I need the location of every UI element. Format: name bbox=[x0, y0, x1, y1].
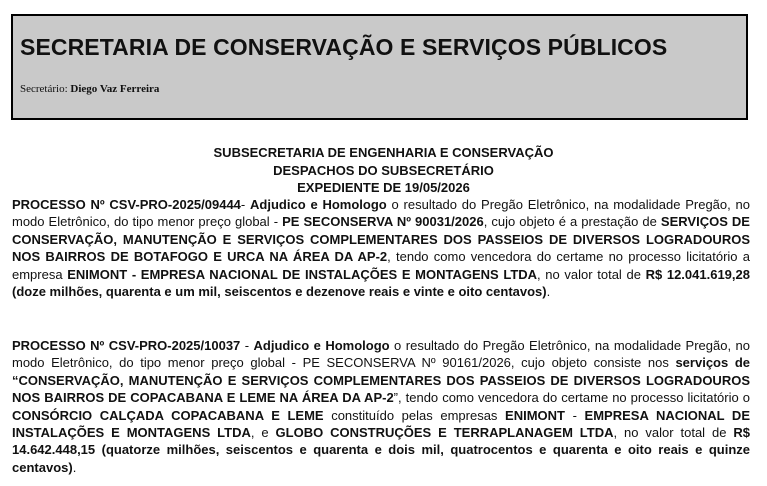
text: . bbox=[72, 459, 77, 475]
secretary-label: Secretário: bbox=[20, 83, 68, 95]
text: , no valor total de bbox=[537, 266, 646, 282]
process-id: PROCESSO Nº CSV-PRO-2025/10037 bbox=[12, 338, 241, 353]
decision: Adjudico e Homologo bbox=[250, 197, 387, 212]
text: - bbox=[240, 338, 254, 353]
text: , cujo objeto é a prestação de bbox=[483, 214, 661, 230]
pe-number: PE SECONSERVA Nº 90031/2026 bbox=[282, 214, 484, 230]
process-paragraph-1 bbox=[12, 196, 750, 300]
contract-value: R$ 12.041.619,28 (doze milhões, quarenta e um mil, seiscentos e dezenove reais e vinte e oito centavos) bbox=[12, 266, 750, 300]
company-short: ENIMONT bbox=[505, 407, 565, 423]
text: o resultado do Pregão Eletrônico, na modalidade Pregão, no modo Eletrônico, do tipo menor preço global - bbox=[12, 197, 750, 230]
contract-value: R$ 14.642.448,15 (quatorze milhões, seiscentos e quarenta e dois mil, quatrocentos e quarenta e oito reais e quinze centavos) bbox=[12, 425, 750, 475]
text: , tendo como vencedora do certame no processo licitatório a empresa bbox=[12, 249, 750, 282]
despachos-heading: DESPACHOS DO SUBSECRETÁRIO bbox=[273, 163, 494, 178]
text: - bbox=[240, 197, 251, 212]
company-2: GLOBO CONSTRUÇÕES E TERRAPLANAGEM LTDA bbox=[275, 425, 614, 441]
header-box bbox=[11, 14, 748, 120]
subsecretaria-heading: SUBSECRETARIA DE ENGENHARIA E CONSERVAÇÃO bbox=[213, 145, 554, 160]
text: ”, tendo como vencedora do certame no processo licitatório o bbox=[393, 390, 750, 406]
process-id: PROCESSO Nº CSV-PRO-2025/09444 bbox=[12, 197, 241, 212]
consortium-name: CONSÓRCIO CALÇADA COPACABANA E LEME bbox=[12, 407, 324, 423]
company-full: EMPRESA NACIONAL DE INSTALAÇÕES E MONTAGENS LTDA bbox=[12, 407, 750, 441]
text: , e bbox=[250, 425, 276, 441]
expediente-heading: EXPEDIENTE DE 19/05/2026 bbox=[297, 180, 470, 195]
text: constituído pelas empresas bbox=[323, 407, 506, 423]
winning-company: ENIMONT - EMPRESA NACIONAL DE INSTALAÇÕES E MONTAGENS LTDA bbox=[67, 266, 538, 282]
page-title: SECRETARIA DE CONSERVAÇÃO E SERVIÇOS PÚBLICOS bbox=[20, 34, 668, 60]
contract-object: SERVIÇOS DE CONSERVAÇÃO, MANUTENÇÃO E SERVIÇOS COMPLEMENTARES DOS PASSEIOS DE DIVERSOS LOGRADOUROS NOS BAIRROS DE BOTAFOGO E URCA NA ÁREA DA AP-2 bbox=[12, 214, 750, 265]
text: o resultado do Pregão Eletrônico, na modalidade Pregão, no modo Eletrônico, do tipo menor preço global - PE SECONSERVA Nº 90161/2026, cujo objeto consiste nos bbox=[12, 338, 750, 371]
text: . bbox=[546, 284, 551, 300]
text: - bbox=[565, 407, 585, 423]
decision: Adjudico e Homologo bbox=[253, 338, 390, 353]
secretary-name: Diego Vaz Ferreira bbox=[70, 83, 160, 95]
contract-object: “CONSERVAÇÃO, MANUTENÇÃO E SERVIÇOS COMPLEMENTARES DOS PASSEIOS DE DIVERSOS LOGRADOUROS NOS BAIRROS DE COPACABANA E LEME NA ÁREA DA AP-2 bbox=[12, 372, 750, 406]
text: , no valor total de bbox=[613, 425, 734, 441]
process-paragraph-2 bbox=[12, 337, 750, 476]
object-intro: serviços de bbox=[675, 355, 750, 371]
secretary-line bbox=[20, 83, 159, 95]
